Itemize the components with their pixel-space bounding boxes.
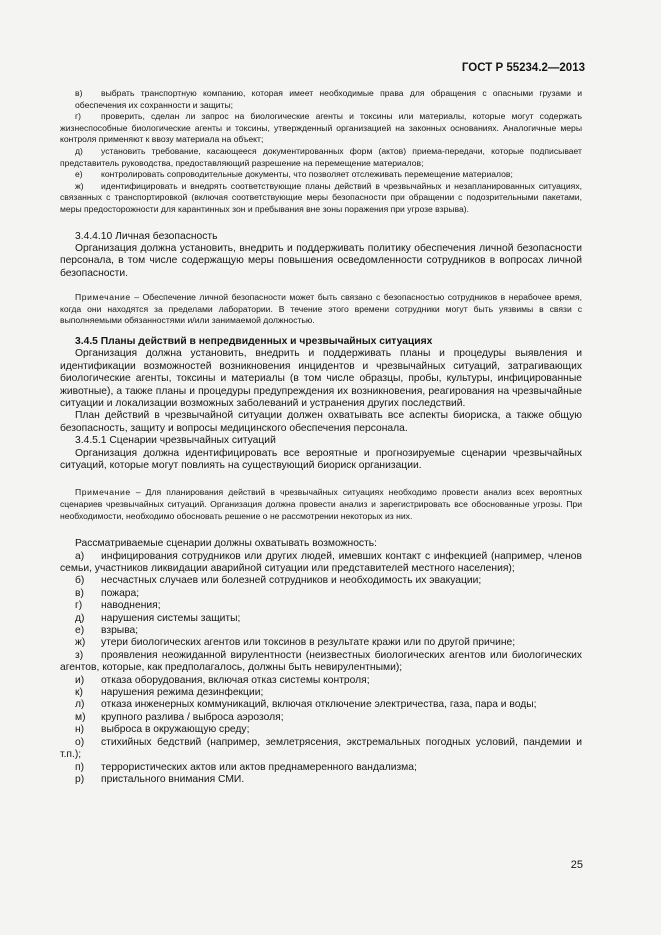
list-marker: р) [75,773,85,785]
list-marker: и) [75,674,85,686]
list-marker: е) [75,169,83,180]
list-item-text: отказа инженерных коммуникаций, включая отключение электричества, газа, пара и воды; [101,699,537,711]
list-item [60,774,582,786]
section-body: Организация должна установить, внедрить и поддерживать политику обеспечения личной безопасности персонала, в том числе содержащую меры повышения осведомленности сотрудников в вопросах личной безопасности. [60,242,582,279]
list-marker: д) [75,145,83,156]
list-item-text: несчастных случаев или болезней сотрудников и необходимость их эвакуации; [101,575,482,587]
list-item [60,551,582,576]
list-item-text: проверить, сделан ли запрос на биологические агенты и токсины или материалы, которые могут содержать жизнеспособные биологические агенты и токсины, утвержденный организацией на законных основаниях. Аналогичные меры контроля применяют к ввозу материала на объект; [60,111,582,145]
list-item [60,737,582,762]
page-number: 25 [570,859,583,871]
scenario-list [60,551,582,787]
list-marker: н) [75,724,85,736]
list-marker: п) [75,761,85,773]
note-text: – Обеспечение личной безопасности может быть связано с безопасностью сотрудников в нерабочее время, когда они находятся за пределами лаборатории. В течение этого времени сотрудники могут быть уязвимы в связи с выполняемыми обязанностями и/или занимаемой должностью. [60,292,582,326]
list-item-text: выброса в окружающую среду; [101,724,250,736]
list-item-text: выбрать транспортную компанию, которая имеет необходимые права для обращения с опасными грузами и обеспечения их сохранности и защиты; [75,88,582,110]
list-marker: в) [75,587,84,599]
subsection-heading: 3.4.5.1 Сценарии чрезвычайных ситуаций [75,435,276,447]
list-item-text: пожара; [101,587,140,599]
list-marker: о) [75,736,85,748]
list-item [60,687,582,699]
list-item-text: отказа оборудования, включая отказ системы контроля; [101,674,370,686]
list-item-text: инфицирования сотрудников или других людей, имевших контакт с инфекцией (например, членов семьи, участников ликвидации аварийной ситуации или представителей местного населения); [60,550,582,574]
list-item-text: установить требование, касающееся документированных форм (актов) приема-передачи, которые подписывает представитель руководства, предоставляющий разрешение на перемещение материалов; [60,145,582,168]
list-marker: к) [75,687,83,699]
list-marker: г) [75,600,83,612]
list-marker: в) [75,88,83,98]
list-item-text: нарушения режима дезинфекции; [101,687,264,699]
list-item [60,181,582,216]
list-item [60,712,582,724]
list-item [60,600,582,612]
list-intro: Рассматриваемые сценарии должны охватывать возможность: [75,538,378,550]
section-body: Организация должна установить, внедрить и поддерживать планы и процедуры выявления и идентификации возможностей возникновения инцидентов и чрезвычайных ситуаций, затрагивающих биологические агенты, токсины и материалы (в том числе образцы, пробы, культуры, инфицированные животные), а также планы и процедуры предупреждения их возникновения, реагирования на чрезвычайные ситуации и локализации возможных заболеваний и устранения других последствий. [60,348,582,409]
list-marker: з) [75,649,84,661]
list-item-text: террористических актов или актов преднамеренного вандализма; [101,761,417,773]
note-label: Примечание [75,292,131,303]
list-item-text: нарушения системы защиты; [101,612,241,624]
note [60,292,582,327]
list-item [60,699,582,711]
list-item [60,88,582,111]
list-item-text: идентифицировать и внедрять соответствующие планы действий в чрезвычайных и незапланированных ситуациях, связанных с транспортировкой (включая соответствующие меры безопасности при обращении с подозрительными пакетами, меры предосторожности для карантинных зон и пребывания вне зоны поражения при угрозе взрыва). [60,180,582,214]
list-marker: б) [75,575,85,587]
document-code: ГОСТ Р 55234.2—2013 [461,62,585,74]
list-item-text: утери биологических агентов или токсинов в результате кражи или по другой причине; [101,637,516,649]
list-item-text: пристального внимания СМИ. [101,773,245,785]
list-item [60,146,582,169]
section-body: План действий в чрезвычайной ситуации должен охватывать все аспекты биориска, а также общую безопасность, защиту и вопросы медицинского обеспечения персонала. [60,410,582,434]
list-item [60,588,582,600]
list-item-text: контролировать сопроводительные документы, что позволяет отслеживать перемещение материалов; [101,169,513,180]
list-item [60,575,582,587]
list-marker: л) [75,699,85,711]
list-item [60,169,582,181]
list-item [60,111,582,146]
section-heading-bold: 3.4.5 Планы действий в непредвиденных и чрезвычайных ситуациях [75,335,433,347]
list-marker: е) [75,625,85,637]
list-marker: д) [75,612,85,624]
note-text: – Для планирования действий в чрезвычайных ситуациях необходимо провести анализ всех вероятных сценариев чрезвычайных ситуаций. Организация должна провести анализ и зарегистрировать все обоснованные угрозы. При необходимости, необходимо обосновать решение о не рассмотрении некоторых из них. [60,487,582,521]
list-item [60,675,582,687]
note [60,487,582,522]
list-item [60,613,582,625]
list-item [60,625,582,637]
list-item [60,762,582,774]
list-item-text: проявления неожиданной вирулентности (неизвестных биологических агентов или биологических агентов, которые, как предполагалось, должны быть невирулентными); [60,649,582,674]
list-item [60,724,582,736]
list-item-text: взрыва; [101,625,139,637]
list-item-text: стихийных бедствий (например, землетрясения, экстремальных погодных условий, пандемии и т.п.); [60,736,582,761]
list-item-text: наводнения; [101,600,161,612]
note-label: Примечание [75,487,131,498]
list-marker: г) [75,111,81,122]
list-marker: ж) [75,180,84,191]
section-heading: 3.4.4.10 Личная безопасность [75,230,218,242]
transport-list [60,88,582,216]
list-item-text: крупного разлива / выброса аэрозоля; [101,711,284,723]
list-marker: а) [75,550,85,562]
list-marker: ж) [75,637,86,649]
page-content [60,88,582,786]
list-item [60,650,582,675]
list-marker: м) [75,711,86,723]
list-item [60,637,582,649]
subsection-body: Организация должна идентифицировать все вероятные и прогнозируемые сценарии чрезвычайных ситуаций, которые могут повлиять на существующий биориск организации. [60,447,582,471]
